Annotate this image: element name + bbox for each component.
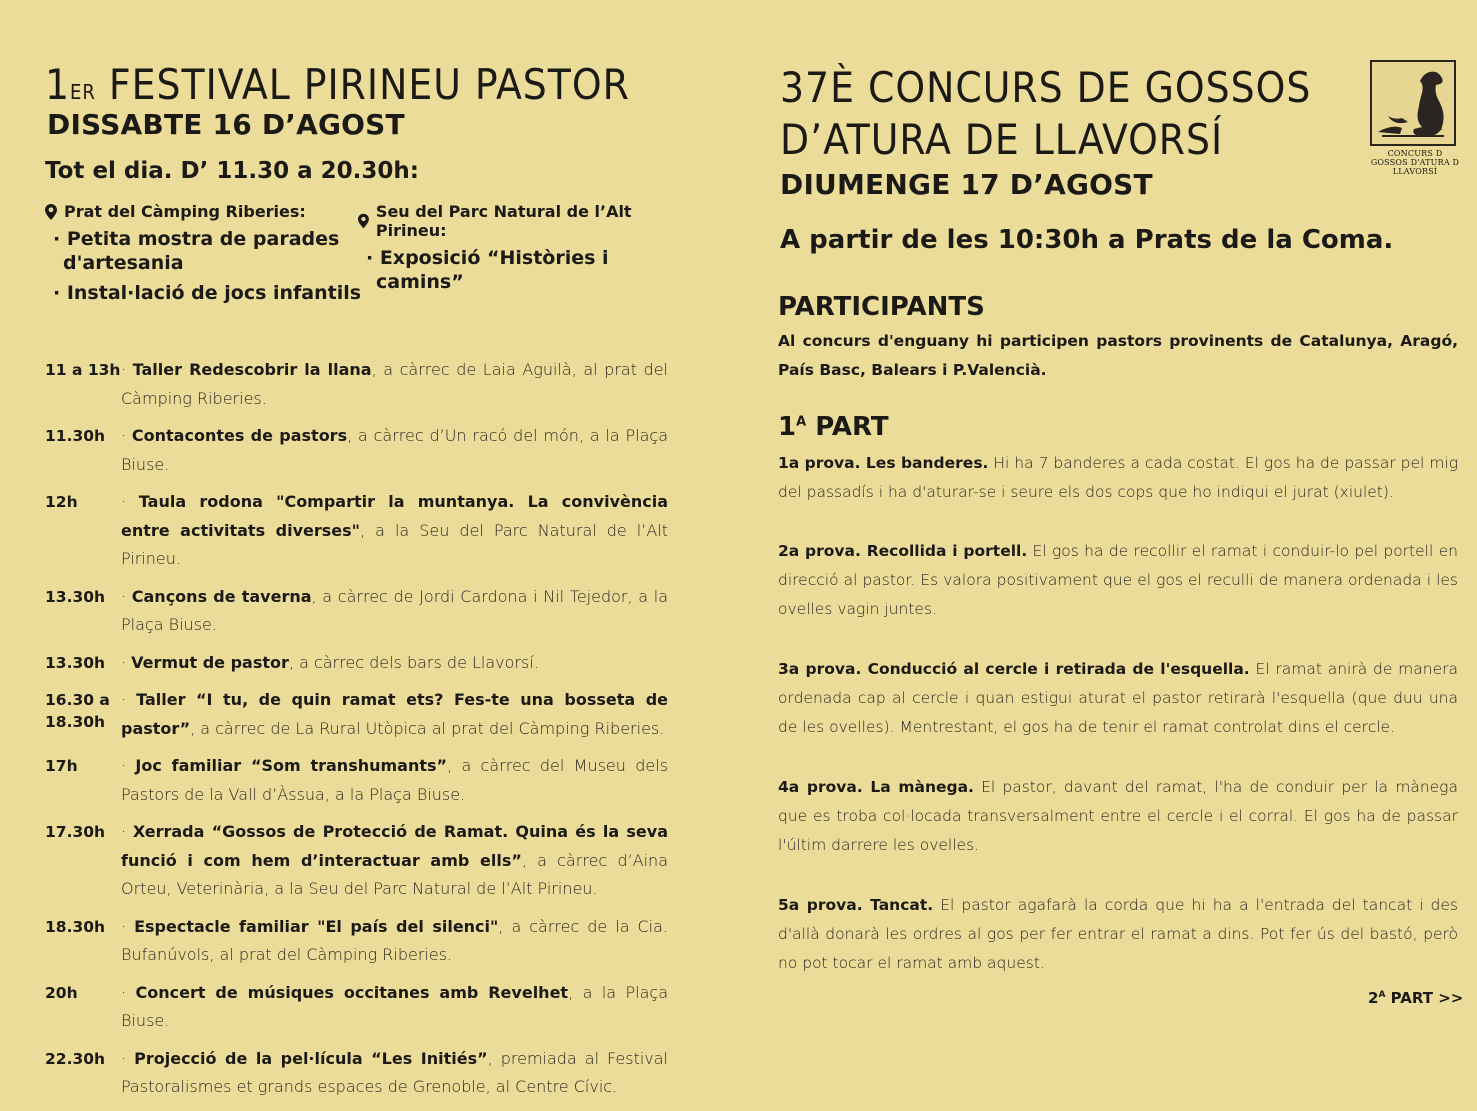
next-part-link[interactable]	[1368, 989, 1463, 1007]
activity-details: , a càrrec de Jordi Cardona i Nil Tejedor, a la Plaça Biuse.	[121, 586, 668, 634]
test-paragraph	[778, 655, 1458, 742]
schedule-time: 22.30h	[45, 1049, 106, 1068]
activity-details: , a la Seu del Parc Natural de l’Alt Pirineu.	[121, 520, 669, 568]
activity-details: , a càrrec d’Aina Orteu, Veterinària, a la Seu del Parc Natural de l’Alt Pirineu.	[121, 850, 668, 898]
test-title: 1a prova. Les banderes.	[778, 454, 989, 472]
participants-heading: PARTICIPANTS	[778, 292, 985, 322]
bullet: ·	[121, 690, 137, 709]
schedule-row	[45, 913, 668, 970]
schedule-description	[121, 686, 668, 743]
schedule-time: 11 a 13h	[45, 361, 121, 379]
test-paragraph	[778, 773, 1458, 860]
title-number: 1	[45, 60, 71, 109]
contest-title	[780, 62, 1311, 166]
all-day-heading: Tot el dia. D’ 11.30 a 20.30h:	[45, 158, 419, 184]
contest-logo	[1370, 60, 1460, 176]
activity-details: , a càrrec de Laia Aguilà, al prat del Càmping Riberies.	[121, 360, 668, 408]
test-title: 2a prova. Recollida i portell.	[778, 542, 1028, 560]
schedule-description	[121, 649, 668, 678]
activity-title: Vermut de pastor	[131, 652, 289, 672]
activity-details: , premiada al Festival Pastoralismes et grands espaces de Grenoble, al Centre Cívic.	[121, 1048, 669, 1096]
schedule-time: 20h	[45, 983, 78, 1002]
sunday-date: DIUMENGE 17 D’AGOST	[780, 168, 1153, 201]
location-title	[358, 202, 678, 240]
location-item: · Petita mostra de parades d'artesania	[53, 228, 340, 274]
location-item: · Exposició “Històries i camins”	[366, 247, 609, 293]
schedule-time: 11.30h	[45, 427, 106, 445]
schedule-time: 17h	[45, 757, 78, 775]
next-part-label: PART >>	[1390, 989, 1464, 1007]
activity-title: Joc familiar “Som transhumants”	[135, 756, 448, 775]
test-description: El pastor agafarà la corda que hi ha a l'entrada del tancat i des d'allà donarà les ordres al gos per fer entrar el ramat a dins. Pot fer ús del bastó, però no pot tocar el ramat amb aquest.	[778, 896, 1459, 972]
schedule-time: 16.30 a 18.30h	[45, 691, 110, 731]
start-time-location: A partir de les 10:30h a Prats de la Coma.	[780, 225, 1394, 255]
test-description: Hi ha 7 banderes a cada costat. El gos ha de passar pel mig del passadís i ha d'aturar-se i seure els dos cops que ho indiqui el jurat (xiulet).	[778, 454, 1458, 501]
schedule-row	[45, 752, 668, 809]
activity-title: Cançons de taverna	[131, 586, 312, 606]
activity-details: , a la Plaça Biuse.	[121, 982, 668, 1030]
contest-title-line1: 37È CONCURS DE GOSSOS	[780, 63, 1312, 112]
saturday-date: DISSABTE 16 D’AGOST	[47, 108, 405, 141]
test-title: 5a prova. Tancat.	[778, 896, 934, 914]
part-number: 1	[778, 412, 797, 442]
location-parc-natural	[358, 202, 678, 294]
test-description: El gos ha de recollir el ramat i conduir-lo pel portell en direcció al pastor. Es valora positivament que el gos el reculli de manera ordenada i les ovelles vagin juntes.	[778, 542, 1458, 618]
part1-heading	[778, 412, 889, 442]
location-pin-icon	[358, 213, 369, 229]
location-name: Seu del Parc Natural de l’Alt Pirineu:	[375, 202, 632, 240]
activity-details: , a càrrec del Museu dels Pastors de la Vall d’Àssua, a la Plaça Biuse.	[121, 756, 668, 804]
activity-title: Concert de músiques occitanes amb Revelhet	[135, 982, 569, 1002]
activity-details: , a càrrec d’Un racó del món, a la Plaça Biuse.	[121, 426, 669, 474]
schedule-description	[121, 1045, 668, 1102]
activity-title: Taula rodona "Compartir la muntanya. La convivència entre activitats diverses"	[121, 492, 669, 540]
bullet: ·	[121, 916, 135, 936]
schedule-row	[45, 1045, 668, 1102]
schedule-description	[121, 979, 668, 1036]
test-paragraph	[778, 449, 1458, 507]
schedule-row	[45, 356, 668, 413]
logo-text: CONCURS D GOSSOS D'ATURA D LLAVORSÍ	[1370, 149, 1460, 176]
activity-details: , a càrrec de La Rural Utòpica al prat del Càmping Riberies.	[190, 718, 665, 738]
participants-text: Al concurs d'enguany hi participen pastors provinents de Catalunya, Aragó, País Basc, Balears i P.Valencià.	[778, 332, 1458, 379]
bullet: ·	[121, 360, 133, 379]
bullet: ·	[121, 652, 132, 672]
schedule-row	[45, 818, 668, 904]
location-item: · Instal·lació de jocs infantils	[53, 282, 362, 304]
schedule-row	[45, 488, 668, 574]
activity-details: , a càrrec de la Cia. Bufanúvols, al prat del Càmping Riberies.	[121, 916, 669, 964]
schedule-row	[45, 686, 668, 743]
test-paragraph	[778, 891, 1458, 978]
test-title: 3a prova. Conducció al cercle i retirada de l'esquella.	[778, 660, 1250, 678]
location-title	[45, 202, 365, 221]
sheepdog-logo-icon	[1370, 60, 1456, 146]
bullet: ·	[121, 756, 136, 775]
schedule-description	[121, 422, 668, 479]
part-ordinal: A	[796, 414, 807, 430]
schedule-list	[45, 356, 668, 1111]
title-main: FESTIVAL PIRINEU PASTOR	[108, 60, 630, 109]
location-pin-icon	[45, 204, 57, 220]
test-description: El pastor, davant del ramat, l'ha de conduir per la mànega que es troba col·locada transversalment entre el cercle i el corral. El gos ha de passar l'últim darrere les ovelles.	[778, 778, 1458, 854]
test-description: El ramat anirà de manera ordenada cap al cercle i quan estigui aturat el pastor retirarà l'esquella (que duu una de les ovelles). Mentrestant, el gos ha de tenir el ramat controlat dins el cercle.	[778, 660, 1459, 736]
schedule-row	[45, 649, 668, 678]
schedule-time: 18.30h	[45, 917, 106, 936]
location-name: Prat del Càmping Riberies:	[64, 202, 306, 221]
part-word: PART	[815, 412, 889, 442]
location-camping	[45, 202, 365, 305]
activity-title: Taller “I tu, de quin ramat ets? Fes-te una bosseta de pastor”	[121, 690, 669, 738]
bullet: ·	[121, 822, 133, 841]
activity-title: Projecció de la pel·lícula “Les Initiés”	[134, 1048, 488, 1068]
schedule-row	[45, 422, 668, 479]
schedule-description	[121, 583, 668, 640]
title-ordinal: ER	[70, 80, 96, 104]
schedule-description	[121, 356, 668, 413]
bullet: ·	[121, 492, 139, 511]
next-part-ordinal: A	[1378, 990, 1386, 1000]
schedule-description	[121, 818, 668, 904]
next-part-number: 2	[1368, 989, 1379, 1007]
activity-title: Taller Redescobrir la llana	[132, 360, 372, 379]
contest-title-line2: D’ATURA DE LLAVORSÍ	[780, 115, 1224, 164]
schedule-time: 13.30h	[45, 653, 106, 672]
schedule-description	[121, 752, 668, 809]
schedule-time: 12h	[45, 493, 78, 511]
schedule-row	[45, 979, 668, 1036]
bullet: ·	[121, 982, 136, 1002]
schedule-time: 17.30h	[45, 823, 106, 841]
activity-title: Xerrada “Gossos de Protecció de Ramat. Quina és la seva funció i com hem d’interactuar amb ells”	[121, 822, 668, 870]
schedule-description	[121, 913, 668, 970]
bullet: ·	[121, 586, 132, 606]
activity-details: , a càrrec dels bars de Llavorsí.	[288, 652, 539, 672]
test-paragraph	[778, 537, 1458, 624]
activity-title: Contacontes de pastors	[131, 426, 348, 445]
bullet: ·	[121, 1048, 135, 1068]
activity-title: Espectacle familiar "El país del silenci"	[134, 916, 499, 936]
bullet: ·	[121, 426, 132, 445]
test-title: 4a prova. La mànega.	[778, 778, 974, 796]
schedule-row	[45, 583, 668, 640]
schedule-description	[121, 488, 668, 574]
schedule-time: 13.30h	[45, 587, 106, 606]
